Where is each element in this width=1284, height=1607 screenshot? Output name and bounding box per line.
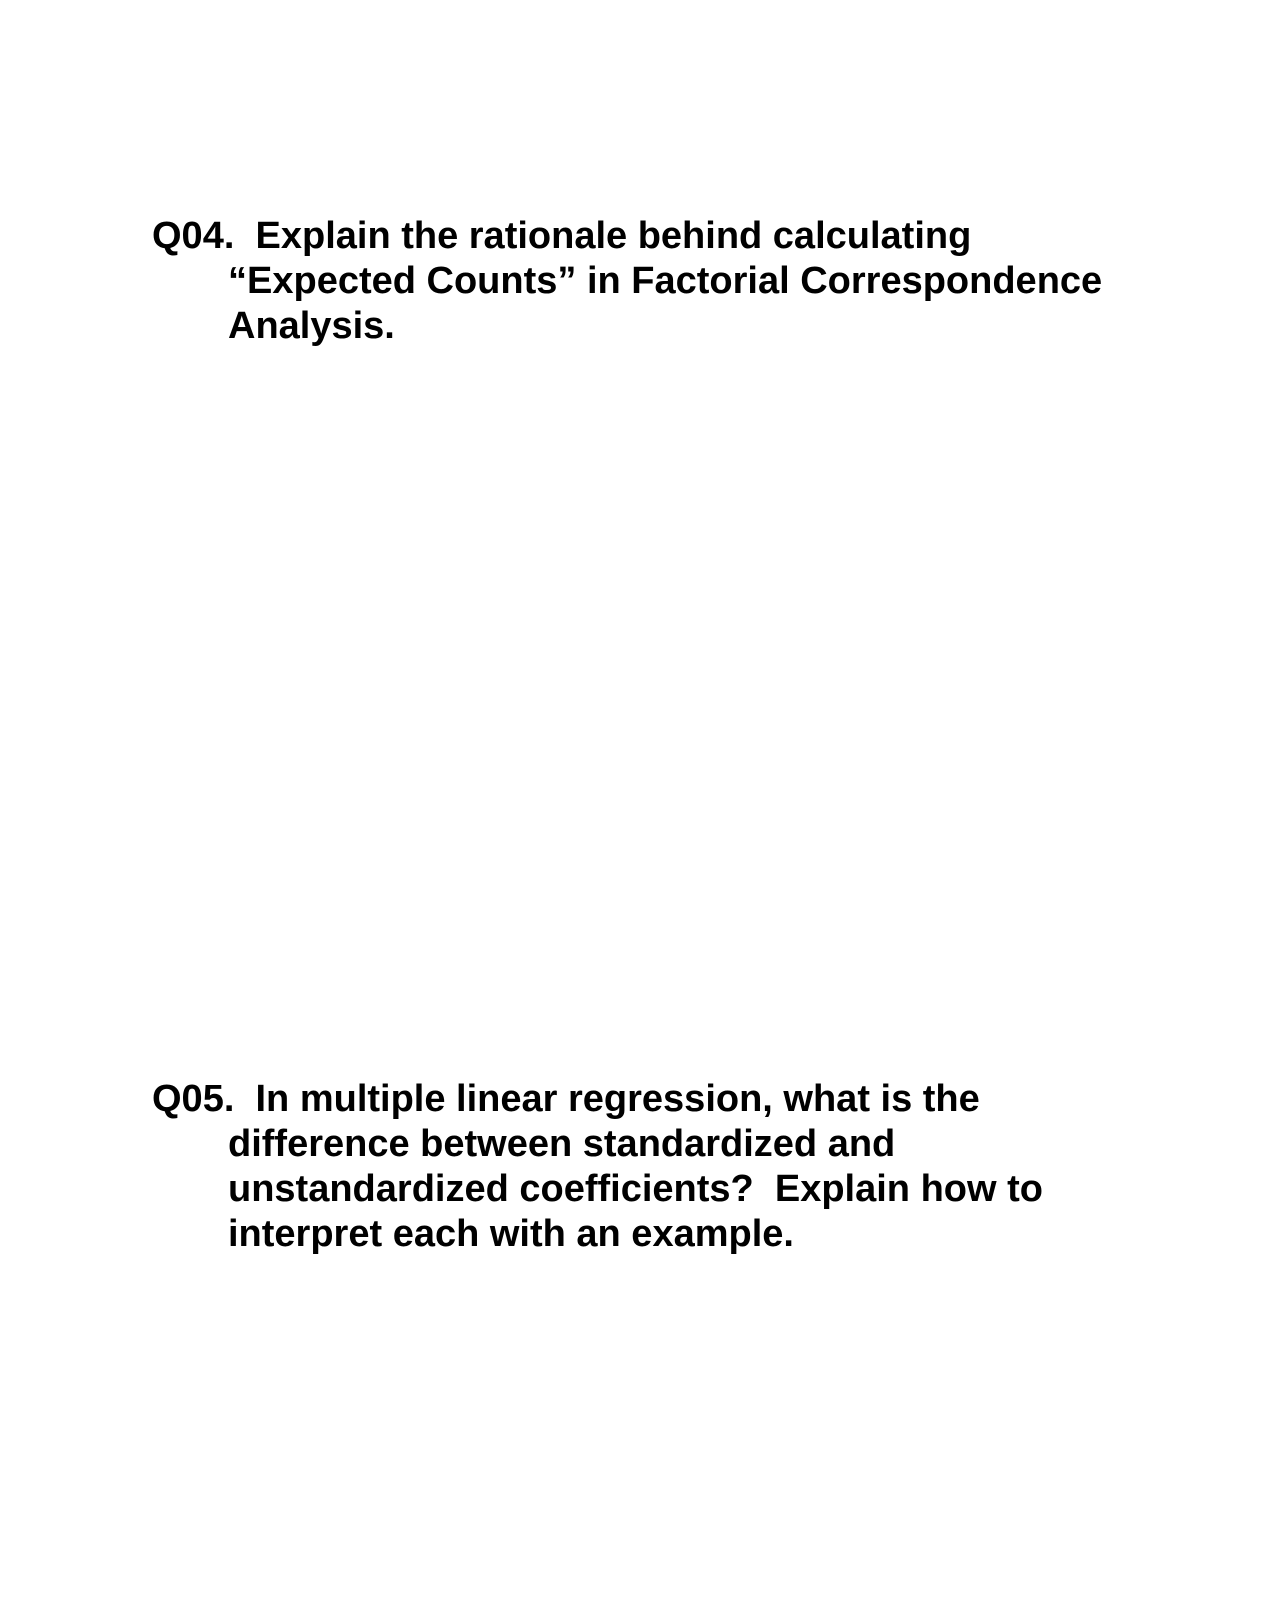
question-q04-line-3: Analysis. — [228, 305, 395, 347]
question-q05-line-1: Q05. In multiple linear regression, what is the — [152, 1078, 980, 1120]
question-q05-line-2: difference between standardized and — [228, 1123, 896, 1165]
question-q05-line-4: interpret each with an example. — [228, 1213, 794, 1255]
question-q04-line-2: “Expected Counts” in Factorial Correspondence — [228, 260, 1103, 302]
question-q04-line-1: Q04. Explain the rationale behind calculating — [152, 215, 972, 257]
question-q04 — [152, 214, 1152, 349]
question-q05 — [152, 1077, 1152, 1257]
question-q05-line-3: unstandardized coefficients? Explain how to — [228, 1168, 1043, 1210]
